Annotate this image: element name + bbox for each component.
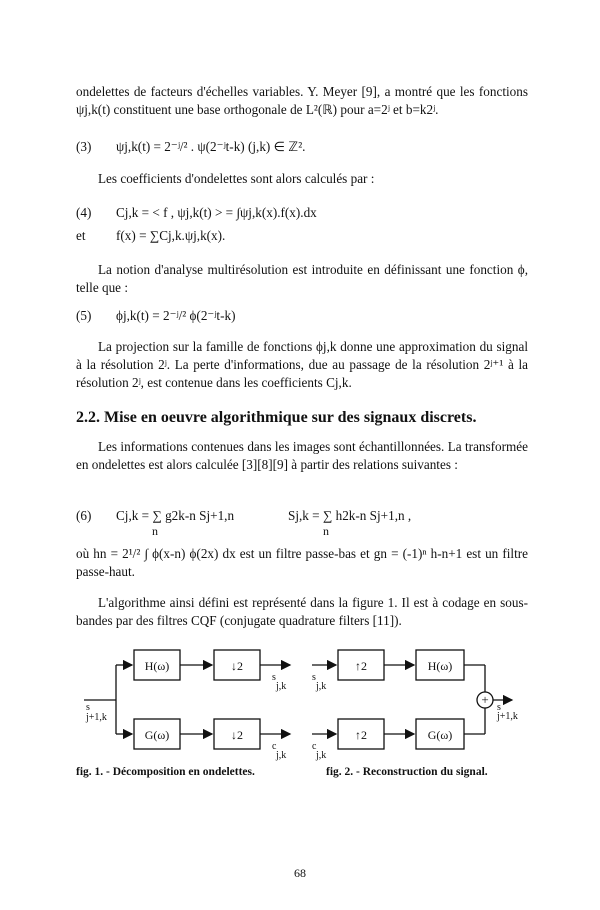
paragraph-projection: La projection sur la famille de fonctions ϕj,k donne une approximation du signal à la résolution 2ʲ. La perte d'informations, due au passage de la résolution 2ʲ⁺¹ à la résolution 2ʲ, est contenue dans les coefficients Cj,k. — [76, 339, 528, 390]
detail-output-subscript: j,k — [276, 750, 287, 761]
equation-6-number: (6) — [76, 508, 92, 523]
filter-bank-diagram — [0, 638, 600, 768]
paragraph-intro: ondelettes de facteurs d'échelles variables. Y. Meyer [9], a montré que les fonctions ψj,k(t) constituent une base orthogonale de L²(ℝ) pour a=2ʲ et b=k2ʲ. — [76, 84, 528, 117]
input-signal-label: s — [86, 702, 90, 713]
sum-symbol: + — [481, 692, 489, 707]
detail-input-label: c — [312, 741, 317, 752]
equation-4-line2: f(x) = ∑Cj,k.ψj,k(x). — [116, 228, 226, 243]
paragraph-sampling: Les informations contenues dans les images sont échantillonnées. La transformée en ondelettes est alors calculée [3][8][9] à partir des relations suivantes : — [76, 439, 528, 472]
downsample-label-bottom: ↓2 — [231, 728, 243, 742]
output-signal-subscript: j+1,k — [497, 711, 518, 722]
detail-input-subscript: j,k — [316, 750, 327, 761]
page-number: 68 — [294, 866, 306, 880]
upsample-label-bottom: ↑2 — [355, 728, 367, 742]
approx-output-label: s — [272, 672, 276, 683]
equation-6-left: Cj,k = ∑ g2k-n Sj+1,n — [116, 508, 235, 523]
equation-4-number: (4) — [76, 205, 92, 220]
paragraph-filters: où hn = 2¹/² ∫ ϕ(x-n) ϕ(2x) dx est un filtre passe-bas et gn = (-1)ⁿ h-n+1 est un filtre passe-haut. — [76, 546, 528, 579]
equation-5-number: (5) — [76, 308, 92, 323]
h-filter-label-reconstruction: H(ω) — [427, 659, 453, 673]
output-signal-label: s — [497, 702, 501, 713]
input-signal-subscript: j+1,k — [86, 712, 107, 723]
equation-3: ψj,k(t) = 2⁻ʲ/² . ψ(2⁻ʲt-k) (j,k) ∈ ℤ². — [116, 139, 306, 154]
equation-4-line1: Cj,k = < f , ψj,k(t) > = ∫ψj,k(x).f(x).dx — [116, 205, 317, 220]
approx-input-label: s — [312, 672, 316, 683]
upsample-label-top: ↑2 — [355, 659, 367, 673]
section-heading: 2.2. Mise en oeuvre algorithmique sur des signaux discrets. — [76, 409, 477, 426]
detail-output-label: c — [272, 741, 277, 752]
g-filter-label-reconstruction: G(ω) — [427, 728, 453, 742]
g-filter-label: G(ω) — [144, 728, 170, 742]
approx-input-subscript: j,k — [316, 681, 327, 692]
h-filter-label: H(ω) — [144, 659, 170, 673]
equation-4-conjunction: et — [76, 228, 86, 243]
paragraph-coefficients: Les coefficients d'ondelettes sont alors calculés par : — [98, 171, 375, 186]
downsample-label-top: ↓2 — [231, 659, 243, 673]
paragraph-algorithm: L'algorithme ainsi défini est représenté dans la figure 1. Il est à codage en sous-bandes par des filtres CQF (conjugate quadrature filters [11]). — [76, 595, 528, 628]
figure-2-caption: fig. 2. - Reconstruction du signal. — [326, 766, 488, 778]
equation-3-number: (3) — [76, 139, 92, 154]
figure-1-caption: fig. 1. - Décomposition en ondelettes. — [76, 766, 255, 778]
approx-output-subscript: j,k — [276, 681, 287, 692]
paragraph-multiresolution: La notion d'analyse multirésolution est introduite en définissant une fonction ϕ, telle que : — [76, 262, 528, 295]
equation-6-left-index: n — [152, 524, 158, 538]
equation-6-right-index: n — [323, 524, 329, 538]
equation-5: ϕj,k(t) = 2⁻ʲ/² ϕ(2⁻ʲt-k) — [116, 308, 236, 323]
equation-6-right: Sj,k = ∑ h2k-n Sj+1,n , — [288, 508, 412, 523]
